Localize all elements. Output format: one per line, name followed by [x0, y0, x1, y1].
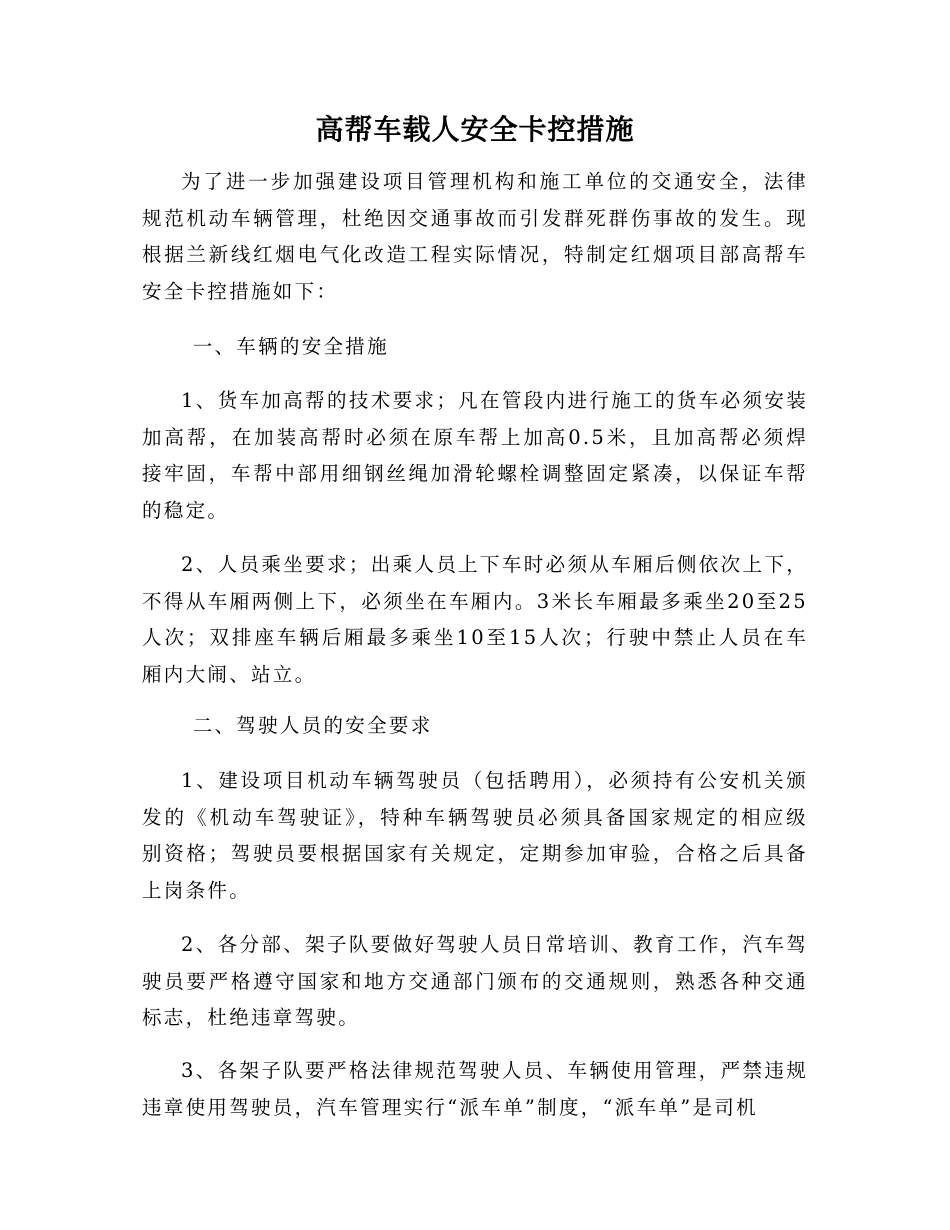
- section-heading-driver-safety: 二、驾驶人员的安全要求: [192, 714, 433, 737]
- section-heading-vehicle-safety: 一、车辆的安全措施: [192, 335, 389, 358]
- document-title: 高帮车载人安全卡控措施: [315, 113, 635, 146]
- driver-safety-item-2: 2、各分部、架子队要做好驾驶人员日常培训、教育工作，汽车驾驶员要严格遵守国家和地方交通部门颁布的交通规则，熟悉各种交通标志，杜绝违章驾驶。: [142, 933, 808, 1029]
- intro-paragraph: 为了进一步加强建设项目管理机构和施工单位的交通安全，法律规范机动车辆管理，杜绝因交通事故而引发群死群伤事故的发生。现根据兰新线红烟电气化改造工程实际情况，特制定红烟项目部高帮车安全卡控措施如下：: [142, 170, 808, 303]
- driver-safety-item-1: 1、建设项目机动车辆驾驶员（包括聘用），必须持有公安机关颁发的《机动车驾驶证》，特种车辆驾驶员必须具备国家规定的相应级别资格；驾驶员要根据国家有关规定，定期参加审验，合格之后具备上岗条件。: [142, 769, 808, 902]
- vehicle-safety-item-1: 1、货车加高帮的技术要求；凡在管段内进行施工的货车必须安装加高帮，在加装高帮时必须在原车帮上加高0.5米，且加高帮必须焊接牢固，车帮中部用细钢丝绳加滑轮螺栓调整固定紧凑，以保证车帮的稳定。: [142, 389, 808, 522]
- vehicle-safety-item-2: 2、人员乘坐要求；出乘人员上下车时必须从车厢后侧依次上下，不得从车厢两侧上下，必须坐在车厢内。3米长车厢最多乘坐20至25人次；双排座车辆后厢最多乘坐10至15人次；行驶中禁止人员在车厢内大闹、站立。: [142, 553, 808, 686]
- driver-safety-item-3: 3、各架子队要严格法律规范驾驶人员、车辆使用管理，严禁违规违章使用驾驶员，汽车管理实行“派车单”制度，“派车单”是司机: [142, 1059, 808, 1119]
